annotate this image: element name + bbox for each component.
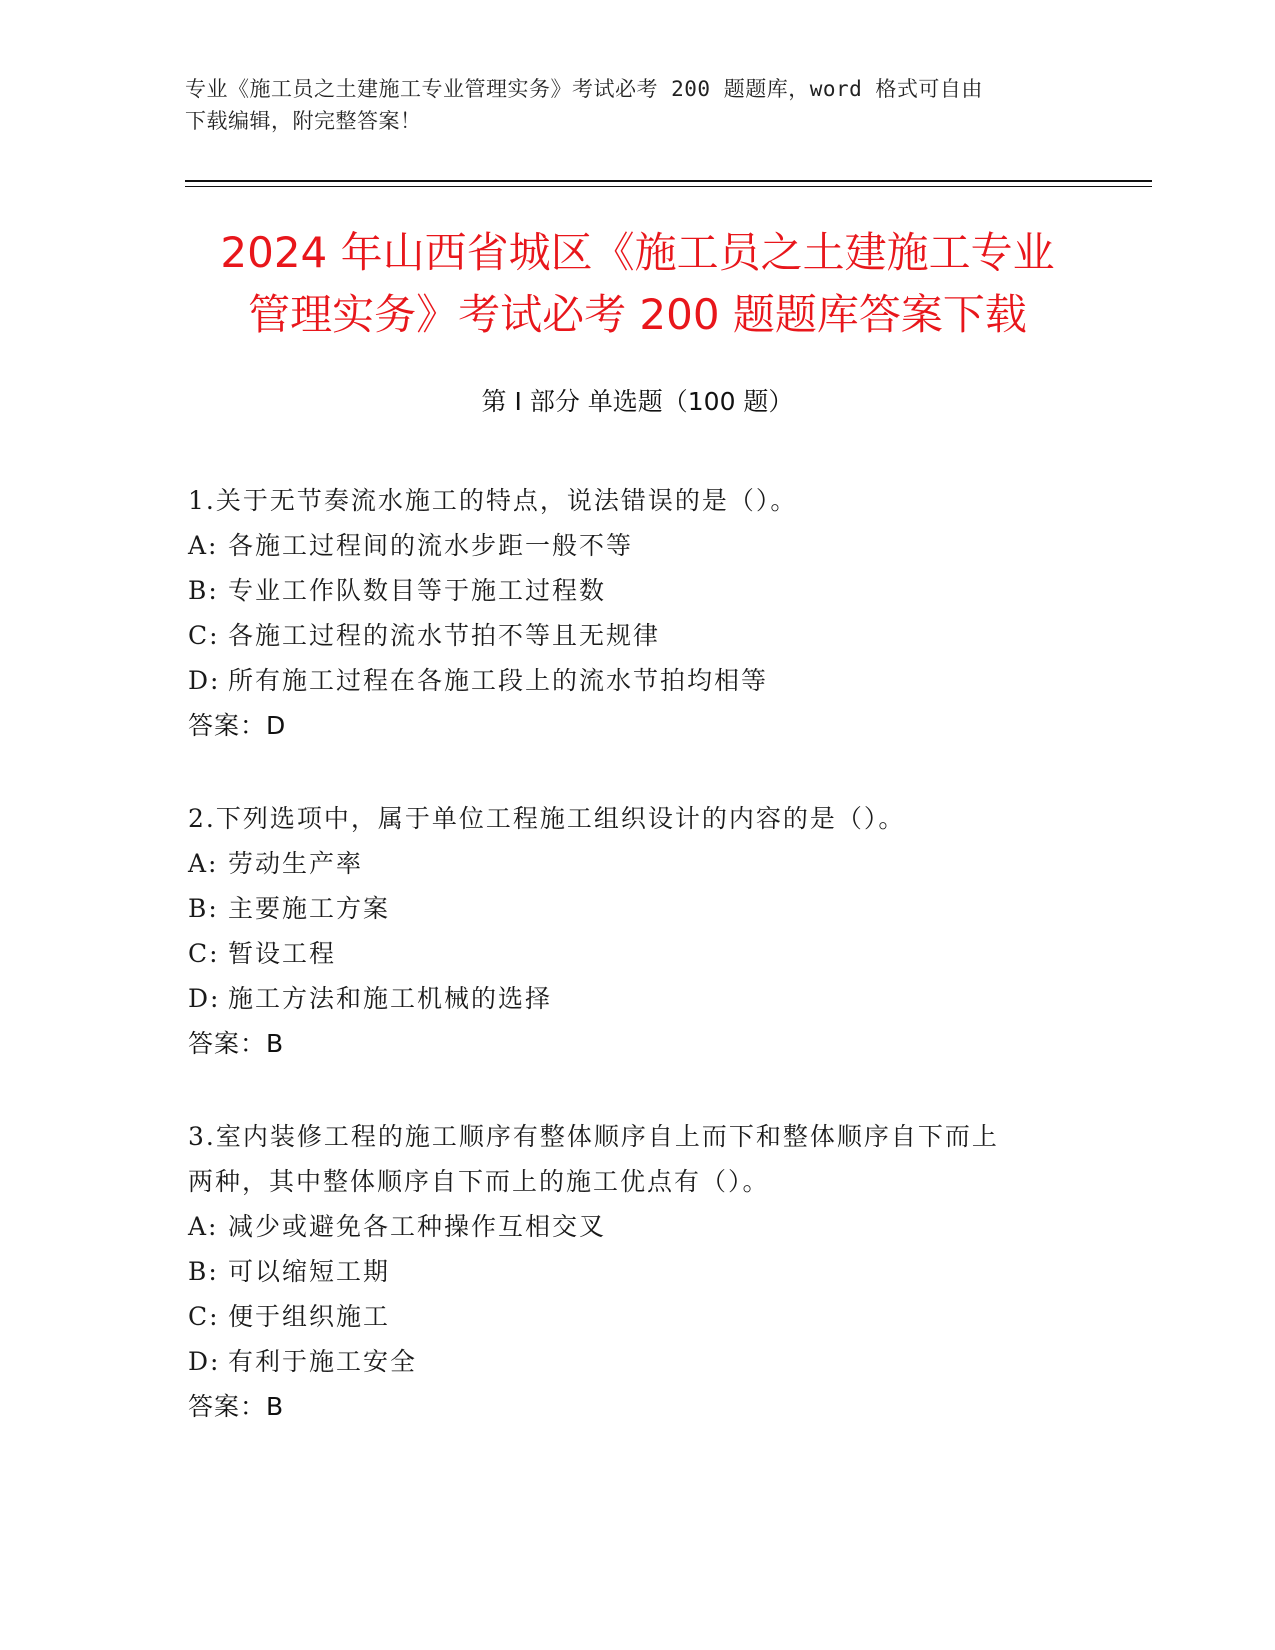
option-c (188, 1294, 1088, 1339)
option-text: 各施工过程间的流水步距一般不等 (228, 531, 634, 560)
option-key: D: (188, 1347, 221, 1376)
question-1 (188, 478, 1088, 748)
option-text: 所有施工过程在各施工段上的流水节拍均相等 (228, 666, 769, 695)
section-title: 第 I 部分 单选题（100 题） (481, 387, 794, 416)
option-text: 主要施工方案 (228, 894, 391, 923)
option-d (188, 658, 1088, 703)
option-a (188, 523, 1088, 568)
option-text: 施工方法和施工机械的选择 (228, 984, 553, 1013)
option-key: B: (188, 894, 219, 923)
option-a (188, 1204, 1088, 1249)
option-text: 便于组织施工 (228, 1302, 391, 1331)
question-3 (188, 1114, 1088, 1429)
question-list (188, 478, 1088, 1477)
option-b (188, 1249, 1088, 1294)
option-key: A: (188, 1212, 219, 1241)
option-c (188, 931, 1088, 976)
option-b (188, 886, 1088, 931)
option-key: A: (188, 849, 219, 878)
option-text: 有利于施工安全 (228, 1347, 418, 1376)
option-a (188, 841, 1088, 886)
option-d (188, 976, 1088, 1021)
option-text: 暂设工程 (228, 939, 337, 968)
header-divider-thin (185, 186, 1152, 187)
option-key: B: (188, 576, 219, 605)
option-text: 劳动生产率 (228, 849, 364, 878)
header-note-line-1: 专业《施工员之土建施工专业管理实务》考试必考 200 题题库，word 格式可自由 (185, 77, 983, 101)
question-stem-line-2: 两种，其中整体顺序自下而上的施工优点有（）。 (188, 1167, 770, 1196)
header-note (185, 73, 1090, 137)
option-key: D: (188, 984, 221, 1013)
option-key: C: (188, 939, 220, 968)
option-key: D: (188, 666, 221, 695)
document-title-line-1: 2024 年山西省城区《施工员之土建施工专业 (220, 228, 1055, 277)
question-stem: 2.下列选项中，属于单位工程施工组织设计的内容的是（）。 (188, 804, 906, 833)
question-stem-line-1: 3.室内装修工程的施工顺序有整体顺序自上而下和整体顺序自下而上 (188, 1122, 999, 1151)
document-title (140, 222, 1135, 346)
answer-label: 答案：B (188, 1392, 285, 1421)
option-key: B: (188, 1257, 219, 1286)
option-c (188, 613, 1088, 658)
question-stem: 1.关于无节奏流水施工的特点，说法错误的是（）。 (188, 486, 798, 515)
header-divider-thick (185, 180, 1152, 182)
answer-label: 答案：B (188, 1029, 285, 1058)
option-d (188, 1339, 1088, 1384)
header-note-line-2: 下载编辑，附完整答案！ (185, 109, 422, 133)
option-text: 减少或避免各工种操作互相交叉 (228, 1212, 607, 1241)
option-b (188, 568, 1088, 613)
option-key: C: (188, 1302, 220, 1331)
option-text: 各施工过程的流水节拍不等且无规律 (228, 621, 661, 650)
option-key: C: (188, 621, 220, 650)
question-2 (188, 796, 1088, 1066)
option-key: A: (188, 531, 219, 560)
answer-label: 答案：D (188, 711, 287, 740)
option-text: 可以缩短工期 (228, 1257, 391, 1286)
option-text: 专业工作队数目等于施工过程数 (228, 576, 607, 605)
document-title-line-2: 管理实务》考试必考 200 题题库答案下载 (248, 290, 1027, 339)
